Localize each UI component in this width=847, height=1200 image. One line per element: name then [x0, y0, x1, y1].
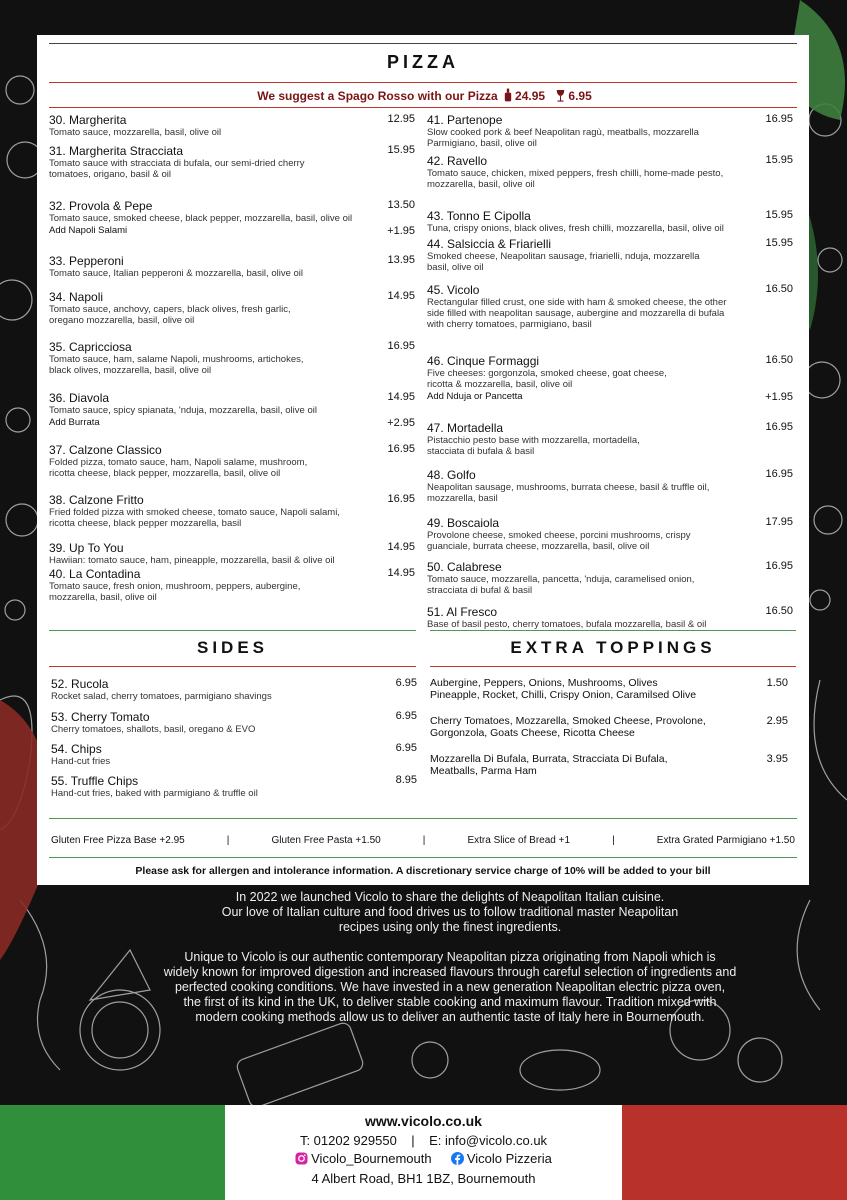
menu-item — [427, 154, 793, 190]
item-price: 15.95 — [387, 144, 415, 156]
topping-line: Meatballs, Parma Ham — [430, 765, 537, 777]
sides-section-title: SIDES — [196, 638, 269, 657]
item-price: 16.95 — [387, 493, 415, 505]
pizza-section-title: PIZZA — [387, 52, 459, 72]
topping-group — [430, 715, 792, 739]
item-addon — [49, 416, 415, 430]
side-name: 53. Cherry Tomato — [51, 710, 150, 724]
item-description: black olives, mozzarella, basil, olive oil — [49, 365, 212, 376]
menu-item — [427, 605, 793, 630]
phone-email[interactable]: T: 01202 929550 | E: info@vicolo.co.uk — [299, 1133, 548, 1148]
address: 4 Albert Road, BH1 1BZ, Bournemouth — [311, 1171, 536, 1186]
item-description: Base of basil pesto, cherry tomatoes, bufala mozzarella, basil & oil — [427, 619, 707, 630]
addon-price: +1.95 — [765, 391, 793, 403]
menu-item — [49, 199, 415, 238]
extra-gluten-free-pasta: Gluten Free Pasta +1.50 — [271, 835, 381, 846]
item-description: Provolone cheese, smoked cheese, porcini mushrooms, crispy — [427, 530, 691, 541]
about-details — [110, 950, 790, 1025]
item-description: ricotta cheese, black pepper mozzarella, basil — [49, 518, 242, 529]
item-price: 16.95 — [765, 560, 793, 572]
item-name: 47. Mortadella — [427, 421, 504, 435]
item-price: 13.95 — [387, 254, 415, 266]
item-name: 49. Boscaiola — [427, 516, 500, 530]
extras-rule-top — [49, 818, 797, 819]
item-description: Tomato sauce with stracciata di bufala, our semi-dried cherry — [49, 158, 305, 169]
menu-item — [427, 468, 793, 504]
item-description: oregano mozzarella, basil, olive oil — [49, 315, 195, 326]
about-intro — [140, 890, 760, 935]
item-name: 38. Calzone Fritto — [49, 493, 144, 507]
menu-item — [427, 560, 793, 596]
item-price: 16.95 — [765, 468, 793, 480]
side-item — [51, 677, 417, 702]
about-line: modern cooking methods allow us to deliver an authentic taste of Italy here in Bournemouth. — [195, 1010, 705, 1024]
side-description: Rocket salad, cherry tomatoes, parmigiano shavings — [51, 691, 272, 702]
extras-separator: | — [422, 835, 426, 846]
side-item — [51, 774, 417, 799]
item-name: 41. Partenope — [427, 113, 503, 127]
item-price: 14.95 — [387, 541, 415, 553]
item-name: 31. Margherita Stracciata — [49, 144, 184, 158]
item-addon — [427, 390, 793, 404]
side-description: Cherry tomatoes, shallots, basil, oregano & EVO — [51, 724, 256, 735]
side-item — [51, 742, 417, 767]
topping-line: Pineapple, Rocket, Chilli, Crispy Onion, Caramilsed Olive — [430, 689, 697, 701]
allergen-notice: Please ask for allergen and intolerance information. A discretionary service charge of 10% will be added to your bill — [135, 865, 711, 877]
item-description: Rectangular filled crust, one side with ham & smoked cheese, the other — [427, 297, 727, 308]
menu-item — [49, 113, 415, 138]
item-price: 14.95 — [387, 290, 415, 302]
item-description: Tomato sauce, mozzarella, basil, olive oil — [49, 127, 222, 138]
extras-separator: | — [612, 835, 615, 846]
item-price: 16.50 — [765, 283, 793, 295]
menu-card — [37, 35, 809, 885]
title-rule — [49, 82, 797, 83]
topping-line: Aubergine, Peppers, Onions, Mushrooms, Olives — [430, 677, 658, 689]
topping-group — [430, 753, 792, 777]
menu-item — [427, 209, 793, 234]
menu-item — [49, 391, 415, 430]
item-description: Fried folded pizza with smoked cheese, tomato sauce, Napoli salami, — [49, 507, 340, 518]
topping-price: 1.50 — [766, 677, 788, 689]
topping-line: Cherry Tomatoes, Mozzarella, Smoked Cheese, Provolone, — [430, 715, 706, 727]
menu-item — [49, 567, 415, 603]
item-description: mozzarella, basil, olive oil — [49, 592, 157, 603]
item-price: 16.95 — [387, 340, 415, 352]
item-name: 33. Pepperoni — [49, 254, 124, 268]
menu-item — [427, 113, 793, 149]
side-description: Hand-cut fries — [51, 756, 111, 767]
menu-item — [427, 283, 793, 330]
side-price: 6.95 — [395, 677, 417, 689]
item-description: side filled with neapolitan sausage, aubergine and mozzarella di bufala — [427, 308, 725, 319]
item-price: 16.95 — [387, 443, 415, 455]
item-price: 13.50 — [387, 199, 415, 211]
about-line: Unique to Vicolo is our authentic contemporary Neapolitan pizza originating from Napoli which is — [184, 950, 716, 964]
menu-item — [427, 354, 793, 404]
about-line: recipes using only the finest ingredients. — [338, 920, 562, 934]
menu-item — [49, 443, 415, 479]
item-name: 35. Capricciosa — [49, 340, 132, 354]
item-description: ricotta & mozzarella, basil, olive oil — [427, 379, 573, 390]
wine-glass-icon — [556, 90, 565, 102]
item-name: 51. Al Fresco — [427, 605, 498, 619]
instagram-handle[interactable]: Vicolo_Bournemouth — [311, 1151, 432, 1166]
top-rule — [49, 43, 797, 44]
item-price: 15.95 — [765, 209, 793, 221]
item-price: 15.95 — [765, 237, 793, 249]
menu-item — [49, 493, 415, 529]
item-name: 46. Cinque Formaggi — [427, 354, 540, 368]
facebook-icon — [451, 1152, 464, 1165]
menu-item — [49, 340, 415, 376]
item-name: 39. Up To You — [49, 541, 124, 555]
suggest-rule — [49, 107, 797, 108]
item-name: 50. Calabrese — [427, 560, 502, 574]
extra-grated-parmigiano: Extra Grated Parmigiano +1.50 — [656, 835, 795, 846]
item-description: Tomato sauce, mozzarella, pancetta, 'nduja, caramelised onion, — [427, 574, 695, 585]
item-description: stracciata di bufal & basil — [427, 585, 533, 596]
item-price: 16.50 — [765, 354, 793, 366]
item-description: Tomato sauce, fresh onion, mushroom, peppers, aubergine, — [49, 581, 301, 592]
item-description: Tomato sauce, ham, salame Napoli, mushrooms, artichokes, — [49, 354, 304, 365]
item-description: Tomato sauce, spicy spianata, 'nduja, mozzarella, basil, olive oil — [49, 405, 317, 416]
addon-label: Add Nduja or Pancetta — [427, 391, 523, 402]
item-description: Hawiian: tomato sauce, ham, pineapple, mozzarella, basil & olive oil — [49, 555, 335, 566]
item-description: Tomato sauce, anchovy, capers, black olives, fresh garlic, — [49, 304, 291, 315]
item-name: 36. Diavola — [49, 391, 110, 405]
extra-gluten-free-base: Gluten Free Pizza Base +2.95 — [51, 835, 185, 846]
item-price: 14.95 — [387, 567, 415, 579]
item-name: 32. Provola & Pepe — [49, 199, 153, 213]
item-description: basil, olive oil — [427, 262, 484, 273]
extras-rule-bottom — [49, 857, 797, 858]
bottle-price: 24.95 — [515, 89, 546, 103]
item-description: mozzarella, basil — [427, 493, 498, 504]
about-line: widely known for improved digestion and increased flavours through careful selection of ingredients and — [163, 965, 737, 979]
about-line: the first of its kind in the UK, to deliver stable cooking and maximum flavour. Tradition mixed with — [183, 995, 717, 1009]
flag-red-band — [622, 1105, 847, 1200]
about-line: In 2022 we launched Vicolo to share the delights of Neapolitan Italian cuisine. — [235, 890, 665, 904]
menu-item — [427, 421, 793, 457]
sides-rule-bottom — [49, 666, 416, 667]
wine-bottle-icon — [504, 88, 512, 102]
about-line: perfected cooking conditions. We have invested in a new generation Neapolitan electric pizza oven, — [174, 980, 726, 994]
website-link[interactable]: www.vicolo.co.uk — [365, 1113, 482, 1129]
menu-item — [427, 516, 793, 552]
item-description: Smoked cheese, Neapolitan sausage, friarielli, nduja, mozzarella — [427, 251, 700, 262]
item-price: 15.95 — [765, 154, 793, 166]
item-description: guanciale, burrata cheese, mozzarella, basil, olive oil — [427, 541, 650, 552]
menu-item — [49, 144, 415, 180]
side-price: 6.95 — [395, 710, 417, 722]
menu-item — [49, 541, 415, 566]
item-name: 40. La Contadina — [49, 567, 141, 581]
addon-price: +1.95 — [387, 225, 415, 237]
item-name: 30. Margherita — [49, 113, 127, 127]
extras-bar — [51, 835, 795, 846]
facebook-page[interactable]: Vicolo Pizzeria — [466, 1151, 552, 1166]
item-price: 14.95 — [387, 391, 415, 403]
menu-item — [49, 254, 415, 279]
item-price: 12.95 — [387, 113, 415, 125]
instagram-icon — [295, 1152, 308, 1165]
item-description: Parmigiano, basil, olive oil — [427, 138, 537, 149]
item-name: 44. Salsiccia & Friarielli — [427, 237, 552, 251]
item-name: 48. Golfo — [427, 468, 476, 482]
item-name: 45. Vicolo — [427, 283, 480, 297]
item-description: Tomato sauce, smoked cheese, black pepper, mozzarella, basil, olive oil — [49, 213, 353, 224]
addon-price: +2.95 — [387, 417, 415, 429]
glass-price: 6.95 — [568, 89, 592, 103]
menu-item — [427, 237, 793, 273]
item-description: Pistacchio pesto base with mozzarella, mortadella, — [427, 435, 640, 446]
item-price: 16.50 — [765, 605, 793, 617]
wine-suggestion — [37, 88, 809, 103]
side-price: 6.95 — [395, 742, 417, 754]
side-description: Hand-cut fries, baked with parmigiano & truffle oil — [51, 788, 258, 799]
side-name: 52. Rucola — [51, 677, 109, 691]
toppings-rule-bottom — [430, 666, 796, 667]
item-description: Tuna, crispy onions, black olives, fresh chilli, mozzarella, basil, olive oil — [427, 223, 724, 234]
item-description: Tomato sauce, chicken, mixed peppers, fresh chilli, home-made pesto, — [427, 168, 724, 179]
side-name: 55. Truffle Chips — [51, 774, 139, 788]
extra-slice-bread: Extra Slice of Bread +1 — [467, 835, 571, 846]
item-description: Neapolitan sausage, mushrooms, burrata cheese, basil & truffle oil, — [427, 482, 710, 493]
sides-rule-top — [49, 630, 416, 631]
side-name: 54. Chips — [51, 742, 102, 756]
item-description: ricotta cheese, black pepper, mozzarella, basil, olive oil — [49, 468, 281, 479]
item-name: 42. Ravello — [427, 154, 488, 168]
topping-group — [430, 677, 792, 701]
item-addon — [49, 224, 415, 238]
side-price: 8.95 — [395, 774, 417, 786]
item-description: Tomato sauce, Italian pepperoni & mozzarella, basil, olive oil — [49, 268, 303, 279]
topping-price: 2.95 — [766, 715, 788, 727]
item-price: 17.95 — [765, 516, 793, 528]
item-price: 16.95 — [765, 421, 793, 433]
social-links — [225, 1151, 622, 1166]
suggest-text: We suggest a Spago Rosso with our Pizza — [257, 89, 498, 103]
item-description: Folded pizza, tomato sauce, ham, Napoli salame, mushroom, — [49, 457, 308, 468]
addon-label: Add Burrata — [49, 417, 100, 428]
item-description: Slow cooked pork & beef Neapolitan ragù, meatballs, mozzarella — [427, 127, 699, 138]
item-description: mozzarella, basil, olive oil — [427, 179, 535, 190]
item-name: 43. Tonno E Cipolla — [427, 209, 531, 223]
topping-price: 3.95 — [766, 753, 788, 765]
addon-label: Add Napoli Salami — [49, 225, 128, 236]
item-description: tomatoes, origano, basil & oil — [49, 169, 171, 180]
item-description: with cherry tomatoes, parmigiano, basil — [427, 319, 592, 330]
item-price: 16.95 — [765, 113, 793, 125]
extras-separator: | — [226, 835, 230, 846]
item-description: stacciata di bufala & basil — [427, 446, 535, 457]
topping-line: Gorgonzola, Goats Cheese, Ricotta Cheese — [430, 727, 635, 739]
toppings-section-title: EXTRA TOPPINGS — [510, 638, 716, 657]
side-item — [51, 710, 417, 735]
flag-green-band — [0, 1105, 225, 1200]
menu-item — [49, 290, 415, 326]
topping-line: Mozzarella Di Bufala, Burrata, Stracciata Di Bufala, — [430, 753, 668, 765]
item-name: 34. Napoli — [49, 290, 104, 304]
toppings-rule-top — [430, 630, 796, 631]
item-name: 37. Calzone Classico — [49, 443, 162, 457]
item-description: Five cheeses: gorgonzola, smoked cheese, goat cheese, — [427, 368, 667, 379]
about-line: Our love of Italian culture and food drives us to follow traditional master Neapolitan — [221, 905, 679, 919]
